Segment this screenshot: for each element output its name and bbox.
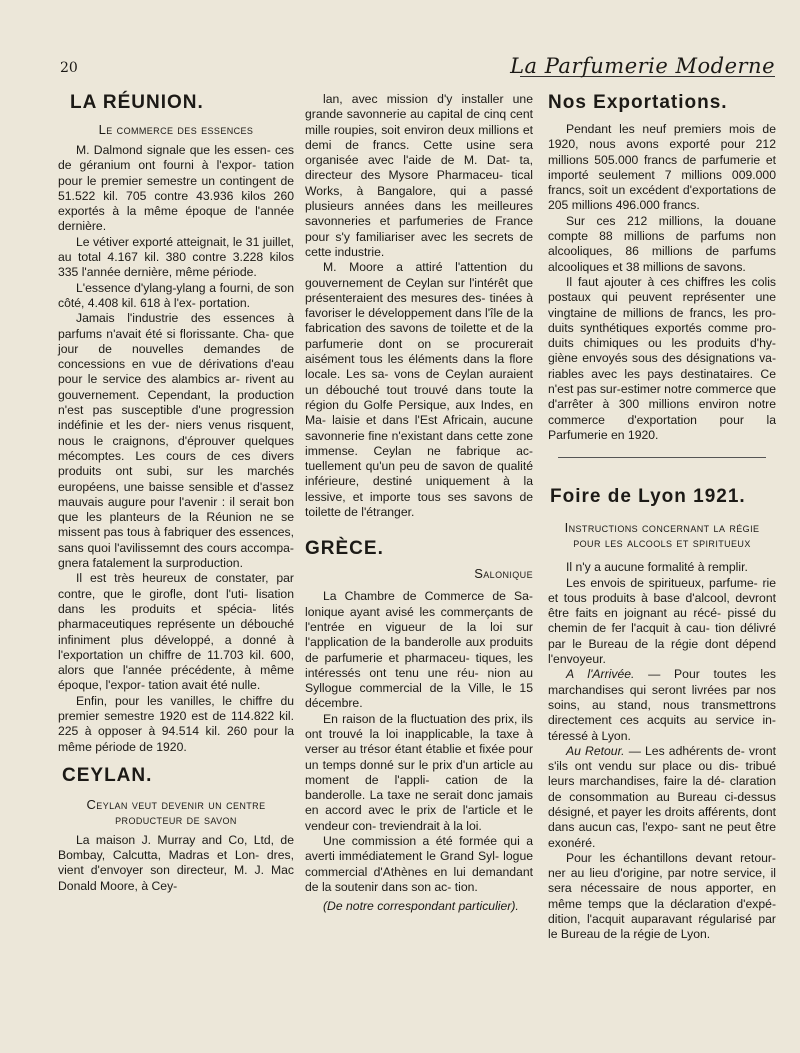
foire-subtitle-line-2: pour les alcools et spiritueux [573,535,751,551]
grece-subtitle: Salonique [474,566,533,582]
paragraph: M. Moore a attiré l'attention du gouvernement de Ceylan sur l'intérêt que présenteraient des mesures des- tinées à favoriser le développement dans l'île de la fabrication des savons de toilette et de la parfumerie dont on se procurerait aisément tous les éléments dans la flore locale. Les sa- vons de Ceylan auraient un débouché tout trouvé dans toute la région du Golfe Persique, aux Indes, en Ma- laisie et dans l'Est Africain, aucune savonnerie fine n'existant dans cette zone immense. Ceylan ne fabrique ac- tuellement qu'un peu de savon de qualité inférieure, destiné uniquement à la lessive, et importe tous ses savons de toilette de l'étranger. [305,260,533,520]
column-1 [58,92,294,894]
paragraph: L'essence d'ylang-ylang a fourni, de son côté, 4.408 kil. 618 à l'ex- portation. [58,280,294,310]
paragraph: lan, avec mission d'y installer une grande savonnerie au capital de cinq cent mille roupies, soit environ deux millions et demi de francs. Cette usine sera organisée avec l'aide de M. Dat- ta, directeur des Mysore Pharmaceu- tical Works, à Bangalore, qui a passé plusieurs années dans les meilleures savonneries et parfumeries de France pour s'y familiariser avec les secrets de cette industrie. [305,92,533,259]
paragraph: Enfin, pour les vanilles, le chiffre du premier semestre 1920 est de 114.822 kil. 225 à opposer à 94.514 kil. 260 pour la même période de 1920. [58,693,294,754]
arrivee-label: A l'Arrivée. [566,667,635,682]
foire-subtitle-line-1: Instructions concernant la régie [564,520,760,536]
ceylan-subtitle-line-1: Ceylan veut devenir un centre [86,796,266,812]
journal-title: La Parfumerie Moderne [510,54,775,78]
paragraph: Pour les échantillons devant retour- ner au lieu d'origine, par notre service, il sera nécessaire de nous apporter, en même temps que la déclaration d'expé- dition, l'acquit auparavant régularisé par le Bureau de la régie de Lyon. [548,850,776,942]
paragraph: Les envois de spiritueux, parfume- rie et tous produits à base d'alcool, devront être faits en joignant au récé- pissé du chemin de fer l'acquit à cau- tion délivré par le Bureau de la régie dont dépend l'envoyeur. [548,575,776,667]
paragraph: Il est très heureux de constater, par contre, que le girofle, dont l'uti- lisation dans les produits et spécia- lités pharmaceutiques représente un débouché infiniment plus développé, a donné à l'exportation un chiffre de 11.703 kil. 600, alors que l'année précédente, à même époque, l'expor- tation avait été nulle. [58,571,294,693]
reunion-title: LA RÉUNION. [70,92,204,113]
retour-paragraph [548,744,776,851]
page-number: 20 [60,60,78,76]
ceylan-subtitle-line-2: producteur de savon [115,811,237,827]
retour-text: — Les adhérents de- vront s'ils ont vendu sur place ou dis- tribué leurs marchandises, faire la dé- claration de consommation au Bureau ci-dessus désigné, et payer les droits afférents, dont dans aucun cas, l'expo- sant ne peut être exonéré. [548,743,776,850]
paragraph: Pendant les neuf premiers mois de 1920, nous avons exporté pour 212 millions 505.000 francs de parfumerie et importé seulement 7 millions 009.000 francs, soit un excédent d'exportations de 205 millions 496.000 francs. [548,122,776,213]
ceylan-title: CEYLAN. [62,764,153,786]
paragraph: Jamais l'industrie des essences à parfums n'avait été si florissante. Cha- que jour de nouvelles demandes de concessions en vue de dérivations d'eau pour le service des alambics ar- rivent au gouvernement. Cependant, la production n'est pas susceptible d'une progression indéfinie et les der- niers venus risquent, nous le craignons, d'éprouver quelques mécomptes. Les cours de ces divers produits ont subi, sur les marchés européens, une baisse sensible et d'assez mauvais augure pour l'avenir : il serait bon que les planteurs de la Réunion ne se missent pas tous à fabriquer des essences, sans quoi l'avilissemnt des cours accompa- gnera fatalement la surproduction. [58,311,294,571]
paragraph: Sur ces 212 millions, la douane compte 88 millions de parfums non alcooliques, 86 millions de parfums alcooliques et 38 millions de savons. [548,213,776,274]
exportations-title: Nos Exportations. [548,92,728,113]
column-3 [548,92,776,943]
paragraph: Il n'y a aucune formalité à remplir. [566,560,748,575]
arrivee-text: — Pour toutes les marchandises qui seront livrées par nos soins, au stand, nous transmettrons directement ces acquits au service in- téressé à Lyon. [548,667,776,743]
paragraph: M. Dalmond signale que les essen- ces de géranium ont fourni à l'expor- tation pour le premier semestre un contingent de 51.522 kil. 705 contre 43.936 kilos 260 exportés à la même époque de l'année dernière. [58,143,294,234]
correspondent-signature: (De notre correspondant particulier). [323,899,519,914]
arrivee-paragraph [548,667,776,743]
paragraph: La maison J. Murray and Co, Ltd, de Bombay, Calcutta, Madras et Lon- dres, vient d'envoyer son directeur, M. J. Mac Donald Moore, à Cey- [58,832,294,893]
paragraph: Le vétiver exporté atteignait, le 31 juillet, au total 4.167 kil. 380 contre 3.228 kilos 335 l'année dernière, même période. [58,234,294,280]
foire-title: Foire de Lyon 1921. [550,486,746,508]
paragraph: Il faut ajouter à ces chiffres les colis postaux qui peuvent représenter une vingtaine de millions de francs, les pro- duits synthétiques exportés comme pro- duits chimiques ou les produits d'hy- giène envoyés sous des désignations va- riables avec les pays destinataires. Ce n'est pas sur-estimer notre commerce que d'arrêter à 300 millions environ notre commerce d'exportation pour la Parfumerie en 1920. [548,274,776,442]
reunion-subtitle: Le commerce des essences [98,122,254,137]
paragraph: En raison de la fluctuation des prix, ils ont trouvé la loi inapplicable, la taxe à verser au trésor étant établie et fixée pour un temps donné sur le prix d'un article au moment de l'appli- cation de la banderolle. La taxe ne serait donc jamais en accord avec le prix de l'article et le vendeur con- treviendrait à la loi. [305,711,533,833]
section-divider [558,457,766,458]
retour-label: Au Retour. [566,743,625,758]
grece-title: GRÈCE. [305,538,384,560]
paragraph: La Chambre de Commerce de Sa- lonique ayant avisé les commerçants de l'entrée en vigueur de la loi sur l'application de la banderolle aux produits de parfumerie et pharmaceu- tiques, les intéressés ont tenu une réu- nion au Syllogue commercial de la Ville, le 15 décembre. [305,589,533,711]
page-header [60,50,775,84]
column-2 [305,92,533,915]
paragraph: Une commission a été formée qui a averti immédiatement le Grand Syl- logue commercial d'Athènes en lui demandant de la soutenir dans son ac- tion. [305,834,533,894]
